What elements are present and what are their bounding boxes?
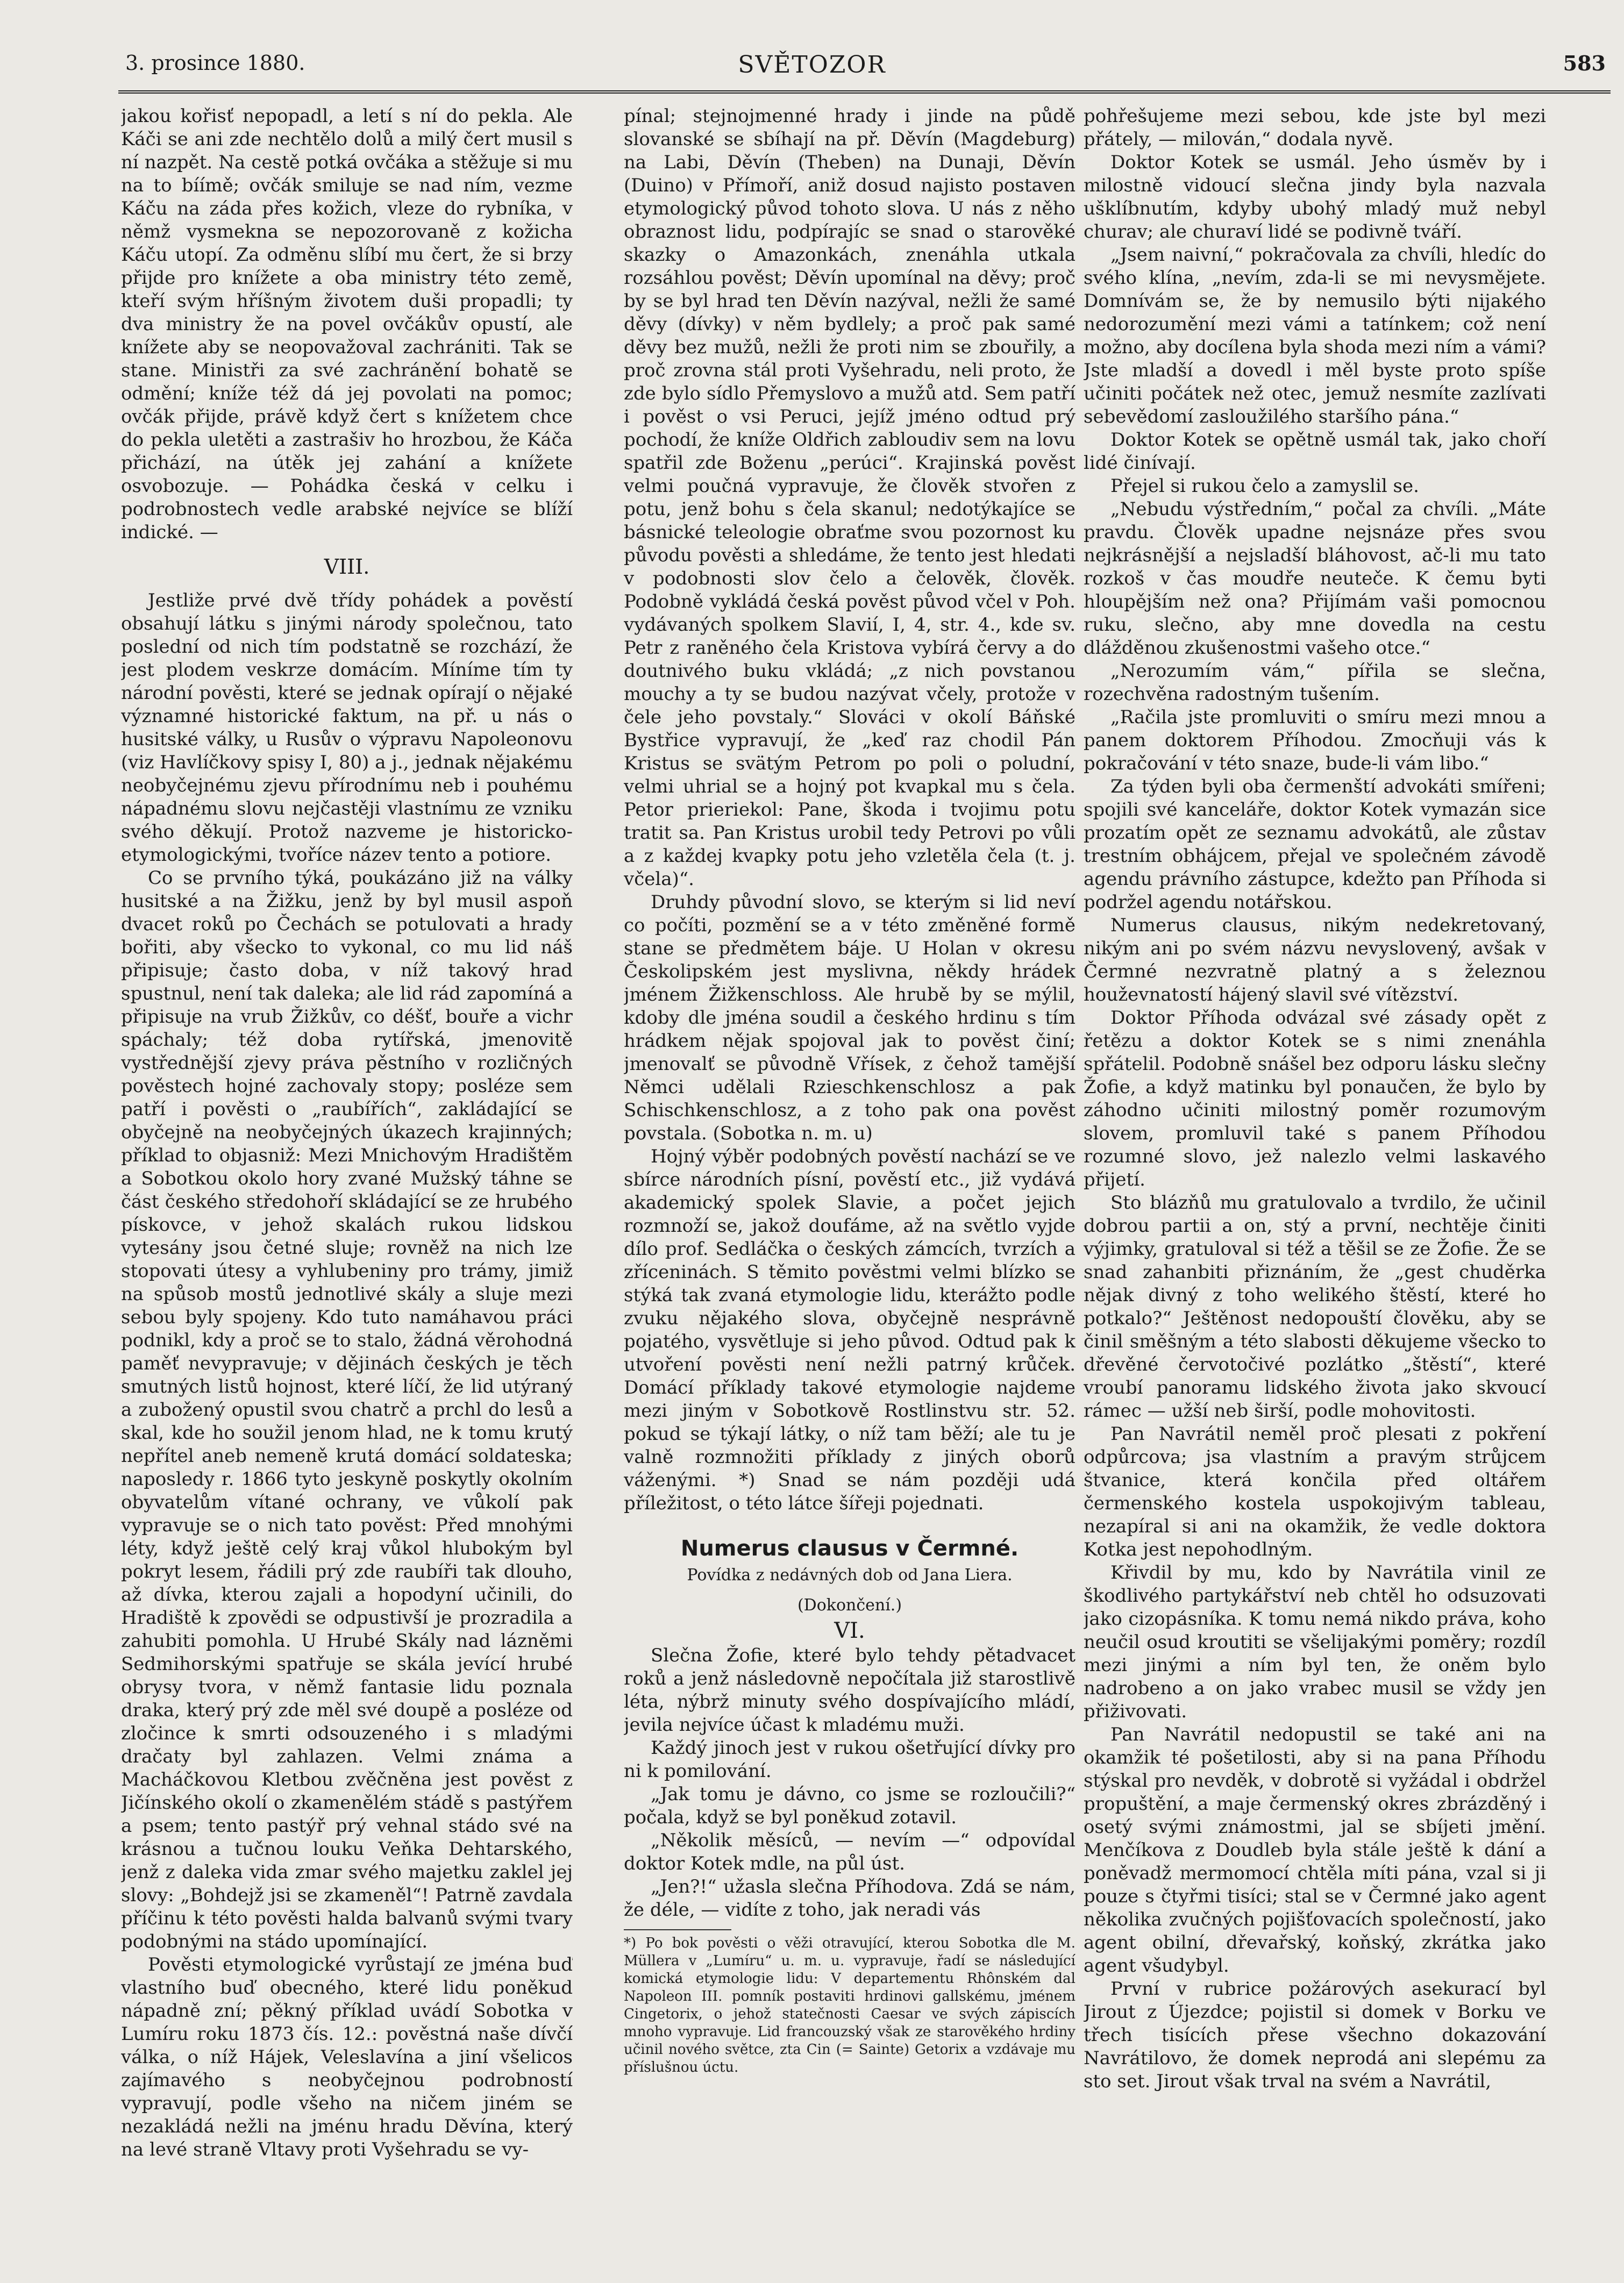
paragraph: Slečna Žofie, které bylo tehdy pětadvacet roků a jenž následovně nepočítala již starostlivě léta, nýbrž minuty svého dospívajícího mládí, jevila nejvíce účast k mladému muži.	[624, 1645, 1075, 1736]
paragraph: Pan Navrátil neměl proč plesati z pokření odpůrcova; jsa vlastním a pravým strůjcem štvanice, která končila před oltářem čermenského kostela uspokojivým tableau, nezapíral si ani na okamžik, že vedle doktora Kotka jest nepohodlným.	[1084, 1423, 1546, 1560]
paragraph: Za týden byli oba čermenští advokáti smířeni; spojili své kanceláře, doktor Kotek vymazán sice prozatím opět ze seznamu advokátů, ale zůstav trestním obhájcem, přejal ve společném závodě agendu právního zástupce, kdežto pan Příhoda si podržel agendu notářskou.	[1084, 776, 1546, 913]
paragraph: „Nebudu výstředním,“ počal za chvíli. „Máte pravdu. Člověk upadne nejsnáze přes svou nejkrásnější a nejsladší bláhovost, ač-li mu tato rozkoš v čas moudře neuteče. K čemu byti hloupějším než ona? Přijímám vaši pomocnou ruku, slečno, aby mne dovedla na cestu dlážděnou zkušenostmi vašeho otce.“	[1084, 498, 1546, 659]
paragraph: Co se prvního týká, poukázáno již na války husitské a na Žižku, jenž by byl musil aspoň dvacet roků po Čechách se potulovati a hrady bořiti, aby všecko to vykonal, co mu lid náš připisuje; často doba, v níž takový hrad spustnul, není tak daleka; ale lid rád zapomíná a připisuje na vrub Žižkův, co déšť, bouře a vichr spáchaly; též doba rytířská, jmenovitě vystřednější zjevy práva pěstního v rozličných pověstech hojné zachovaly stopy; posléze sem patří i pověsti o „raubířích“, zakládající se obyčejně na neobyčejných úkazech krajinných; příklad to objasniž: Mezi Mnichovým Hradištěm a Sobotkou okolo hory zvané Mužský táhne se část českého středohoří skládající se ze hrubého pískovce, v jehož skalách rukou lidskou vytesány jsou četné sluje; rovněž na nich lze stopovati útesy a vyhlubeniny pro trámy, jimiž na spůsob mostů jednotlivé skály a sluje mezi sebou byly spojeny. Kdo tuto namáhavou práci podnikl, kdy a proč se to stalo, žádná věrohodná paměť nevypravuje; v dějinách českých je těch smutných listů hojnost, které líčí, že lid utýraný a zubožený opustil svou chatrč a prchl do lesů a skal, kde ho soužil jenom hlad, ne k tomu krutý nepřítel aneb nemeně krutá domácí soldateska; naposledy r. 1866 tyto jeskyně poskytly okolním obyvatelům vítané ochrany, ve vůkolí pak vypravuje se o nich tato pověst: Před mnohými léty, když ještě celý kraj vůkol hlubokým byl pokryt lesem, řádili prý zde raubíři tak dlouho, až dívka, kterou zajali a hopodyní učinili, do Hradiště k zpovědi se odpustivší je prozradila a zahubiti pomohla. U Hrubé Skály nad lázněmi Sedmihorskými spatřuje se skála jevící hrubé obrysy tvora, v němž fantasie lidu poznala draka, který prý zde měl své doupě a posléze od zločince k smrti odsouzeného i s mladými dračaty byl zahlazen. Velmi známa a Macháčkovou Kletbou zvěčněna jest pověst z Jičínského okolí o zkamenělém stádě s pastýřem a psem; tento pastýř prý vehnal stádo své na krásnou a tučnou louku Veňka Dehtarského, jenž z daleka vida zmar svého majetku zaklel jej slovy: „Bohdejž jsi se zkameněl“! Patrně zavdala příčinu k této pověsti halda balvanů svými tvary podobnými na stádo upomínající.	[121, 867, 573, 1952]
paragraph: Doktor Kotek se usmál. Jeho úsměv by i milostně vidoucí slečna jindy byla nazvala ušklíbnutím, kdyby ubohý mladý muž nebyl churav; ale churaví lidé se podivně tváří.	[1084, 152, 1546, 242]
chapter-heading: VI.	[834, 1618, 865, 1643]
paragraph: „Jsem naivní,“ pokračovala za chvíli, hledíc do svého klína, „nevím, zda-li se mi nevysmějete. Domnívám se, že by nemusilo býti nijakého nedorozumění mezi vámi a tatínkem; což není možno, aby docílena byla shoda mezi ním a vámi? Jste mladší a dovedl i měl byste proto spíše učiniti počátek než otec, jemuž nesmíte zazlívati sebevědomí zasloužilého staršího pána.“	[1084, 244, 1546, 427]
footnote-text: Po bok pověsti o věži otravující, kterou Sobotka dle M. Müllera v „Lumíru“ u. m. u. vypravuje, řadí se následující komická etymologie lidu: V departementu Rhônském dal Napoleon III. pomník postaviti hrdinovi gallskému, jménem Cingetorix, o jehož statečnosti Caesar ve svých zápiscích mnoho vypravuje. Lid francouzský však ze starověkého hrdiny učinil nového světce, zta Cin (= Sainte) Getorix a vzdávaje mu příslušnou úctu.	[624, 1935, 1075, 2075]
header-rule	[118, 90, 1611, 94]
page-number: 583	[1563, 51, 1606, 75]
footnote	[624, 1935, 1075, 2077]
footnote-rule	[624, 1929, 731, 1930]
column-middle	[624, 105, 1075, 2253]
paragraph: „Jak tomu je dávno, co jsme se rozloučili?“ počala, když se byl poněkud zotavil.	[624, 1783, 1075, 1828]
paragraph: Doktor Kotek se opětně usmál tak, jako choří lidé činívají.	[1084, 429, 1546, 474]
paragraph: Numerus clausus, nikým nedekretovaný, nikým ani po svém názvu nevyslovený, avšak v Čermné nezvratně platný a s železnou houževnatostí hájený slavil své vítězství.	[1084, 915, 1546, 1005]
paragraph: „Několik měsíců, — nevím —“ odpovídal doktor Kotek mdle, na půl úst.	[624, 1830, 1075, 1874]
issue-date: 3. prosince 1880.	[125, 51, 305, 75]
story-subtitle: Povídka z nedávných dob od Jana Liera.	[687, 1566, 1013, 1585]
section-heading: VIII.	[324, 555, 370, 579]
paragraph: „Račila jste promluviti o smíru mezi mnou a panem doktorem Příhodou. Zmocňuji vás k pokračování v této snaze, bude-li vám libo.“	[1084, 707, 1546, 774]
footnote-mark: *)	[624, 1935, 637, 1951]
paragraph: Pověsti etymologické vyrůstají ze jména buď vlastního buď obecného, které lidu poněkud nápadně zní; pěkný příklad uvádí Sobotka v Lumíru roku 1873 čís. 12.: pověstná naše dívčí válka, o níž Hájek, Veleslavína a jiní všelicos zajímavého s neobyčejnou podrobností vypravují, podle všeho na ničem jiném se nezakládá nežli na jménu hradu Děvína, který na levé straně Vltavy proti Vyšehradu se vy-	[121, 1954, 573, 2160]
paragraph: Křivdil by mu, kdo by Navrátila vinil ze škodlivého partykářství neb chtěl ho odsuzovati jako cizopásníka. K tomu nemá nikdo práva, koho neučil osud kroutiti se všelijakými poměry; rozdíl mezi jinými a ním byl ten, že oněm bylo nadrobeno a on jako vrabec musil se vždy jen přiživovati.	[1084, 1562, 1546, 1722]
paragraph: Pan Navrátil nedopustil se také ani na okamžik té pošetilosti, aby si na pana Příhodu stýskal pro nevděk, v dobrotě si vyžádal i obdržel propuštění, a maje čermenský okres zbrázděný i osetý svými známostmi, jal se sbíjeti jmění. Menčíkova z Doudleb byla stále ještě k dání a poněvadž mermomocí chtěla míti pána, vzal si ji pouze s čtyřmi tisíci; stal se v Čermné jako agent několika zvučných pojišťovacích společností, jako agent obilní, dřevařský, koňský, zkrátka jako agent všudybyl.	[1084, 1724, 1546, 1977]
paragraph: Přejel si rukou čelo a zamyslil se.	[1110, 475, 1419, 497]
paragraph: jakou kořisť nepopadl, a letí s ní do pekla. Ale Káči se ani zde nechtělo dolů a milý čert musil s ní nazpět. Na cestě potká ovčáka a stěžuje si mu na to bíímě; ovčák smiluje se nad ním, vezme Káču na záda přes kožich, vleze do rybníka, v němž vysmekna se nepozorovaně z kožicha Káču utopí. Za odměnu slíbí mu čert, že si brzy přijde pro knížete a oba ministry této země, kteří svým hříšným životem duši propadli; ty dva ministry že na povel ovčákův opustí, ale knížete aby se neopovažoval zachrániti. Tak se stane. Ministři za své zachránění bohatě se odmění; kníže též dá jej povolati na pomoc; ovčák přijde, právě když čert s knížetem chce do pekla uletěti a zastrašiv ho hrozbou, že Káča přichází, na útěk jej zahání a knížete osvobozuje. — Pohádka česká v celku i podrobnostech vedle arabské nejvíce se blíží indické. —	[121, 105, 573, 543]
paragraph: „Nerozumím vám,“ pířila se slečna, rozechvěna radostným tušením.	[1084, 660, 1546, 705]
paragraph: pínal; stejnojmenné hrady i jinde na půdě slovanské se sbíhají na př. Děvín (Magdeburg) na Labi, Děvín (Theben) na Dunaji, Děvín (Duino) v Přímoří, aniž dosud najisto postaven etymologický původ tohoto slova. U nás z něho obraznost lidu, podpírajíc se snad o starověké skazky o Amazonkách, znenáhla utkala rozsáhlou pověst; Děvín upomínal na děvy; proč by se byl hrad ten Děvín nazýval, nežli že samé děvy (dívky) v něm bydlely; a proč pak samé děvy bez mužů, nežli že proti nim se zbouřily, a proč zrovna stál proti Vyšehradu, neli proto, že zde bylo sídlo Přemyslovo a mužů atd. Sem patří i pověst o vsi Peruci, jejíž jméno odtud prý pochodí, že kníže Oldřich zabloudiv sem na lovu spatřil zde Boženu „perúci“. Krajinská pověst velmi poučná vypravuje, že člověk stvořen z potu, jenž bohu s čela skanul; nedotýkajíce se básnické teleologie obraťme svou pozornost ku původu pověsti a shledáme, že tento jest hledati v podobnosti slov čelo a čelověk, člověk. Podobně vykládá česká pověst původ včel v Poh. vydávaných spolkem Slavií, I, 4, str. 4., kde sv. Petr z raněného čela Kristova vybírá červy a do doutnivého buku vkládá; „z nich povstanou mouchy a ty se budou nazývat včely, protože v čele jeho povstaly.“ Slováci v okolí Báňské Bystřice vypravují, že „keď raz chodil Pán Kristus se svätým Petrom po poli o poludní, velmi uhrial se a hojný pot kvapkal mu s čela. Petor prieriekol: Pane, škoda i tvojimu potu tratit sa. Pan Kristus urobil tedy Petrovi po vůli a z každej kvapky potu jeho vzletěla čela (t. j. včela)“.	[624, 105, 1075, 890]
paragraph: pohřešujeme mezi sebou, kde jste byl mezi přátely, — milován,“ dodala nyvě.	[1084, 105, 1546, 150]
paragraph: Doktor Příhoda odvázal své zásady opět z řetězu a doktor Kotek se s nimi znenáhla spřátelil. Podobně snášel bez odporu lásku slečny Žofie, a když matinku byl ponaučen, že bylo by záhodno učiniti milostný poměr rozumovým slovem, promluvil také s panem Příhodou rozumné slovo, jež nalezlo velmi laskavého přijetí.	[1084, 1007, 1546, 1190]
paragraph: Druhdy původní slovo, se kterým si lid neví co počíti, pozmění se a v této změněné formě stane se předmětem báje. U Holan v okresu Českolipském jest myslivna, někdy hrádek jménem Žižkenschloss. Ale hrubě by se mýlil, kdoby dle jména soudil a českého hrdinu s tím hrádkem nějak spojoval jak to pověst činí; jmenovalť se původně Vřísek, z čehož tamější Němci udělali Rzieschkenschlosz a pak Schischkenschlosz, a z toho pak ona pověst povstala. (Sobotka n. m. u)	[624, 891, 1075, 1144]
paragraph: „Jen?!“ užasla slečna Příhodova. Zdá se nám, že déle, — vidíte z toho, jak neradi vás	[624, 1876, 1075, 1921]
paragraph: Jestliže prvé dvě třídy pohádek a pověstí obsahují látku s jinými národy společnou, tato poslední od nich tím podstatně se rozchází, že jest plodem veskrze domácím. Míníme tím ty národní pověsti, které se jednak opírají o nějaké významné historické faktum, na př. u nás o husitské války, u Rusův o výpravu Napoleonovu (viz Havlíčkovy spisy I, 80) a j., jednak nějakému neobyčejnému zjevu přírodnímu neb i pouhému nápadnému slovu nejčastěji vlastnímu ze vzniku svého děkují. Protož nazveme je historicko-etymologickými, tvoříce název tento a potiore.	[121, 590, 573, 866]
column-right	[1084, 105, 1546, 2253]
paragraph: Sto blázňů mu gratulovalo a tvrdilo, že učinil dobrou partii a on, stý a první, nechtěje činiti výjimky, gratuloval si též a těšil se ze Žofie. Že se snad zahanbiti přiznáním, že „gest chuděrka nějak divný z toho welikého štěstí, které ho potkalo?“ Ještěnost nedopouští člověku, aby se činil směšným a této slabosti děkujeme všecko to dřevěné červotočivé pozlátko „štěstí“, které vroubí panoramu lidského života jako skvoucí rámec — užší neb širší, podle mohovitosti.	[1084, 1192, 1546, 1422]
paragraph: Hojný výběr podobných pověstí nachází se ve sbírce národních písní, pověstí etc., již vydává akademický spolek Slavie, a počet jejich rozmnoží se, jakož doufáme, až na světlo vyjde dílo prof. Sedláčka o českých zámcích, tvrzích a zříceninách. S těmito pověstmi velmi blízko se stýká tak zvaná etymologie lidu, kterážto podle zvuku nějakého slova, obyčejně nesprávně pojatého, vysvětluje si jeho původ. Odtud pak k utvoření pověsti není nežli patrný krůček. Domácí příklady takové etymologie najdeme mezi jiným v Sobotkově Rostlinstvu str. 52. pokud se týkají látky, o níž tam běží; ale tu je valně rozmnožiti příklady z jiných oborů váženými. *) Snad se nám později udá příležitost, o této látce šířeji pojednati.	[624, 1146, 1075, 1514]
story-continued-note: (Dokončení.)	[797, 1596, 902, 1615]
story-title: Numerus clausus v Čermné.	[680, 1536, 1019, 1561]
column-left	[121, 105, 573, 2253]
paragraph: První v rubrice požárových asekurací byl Jirout z Újezdce; pojistil si domek v Borku ve třech tisících přese všechno dokazování Navrátilovo, že domek neprodá ani slepému za sto set. Jirout však trval na svém a Navrátil,	[1084, 1978, 1546, 2092]
masthead-title: SVĚTOZOR	[738, 51, 886, 79]
paragraph: Každý jinoch jest v rukou ošetřující dívky pro ni k pomilování.	[624, 1737, 1075, 1782]
